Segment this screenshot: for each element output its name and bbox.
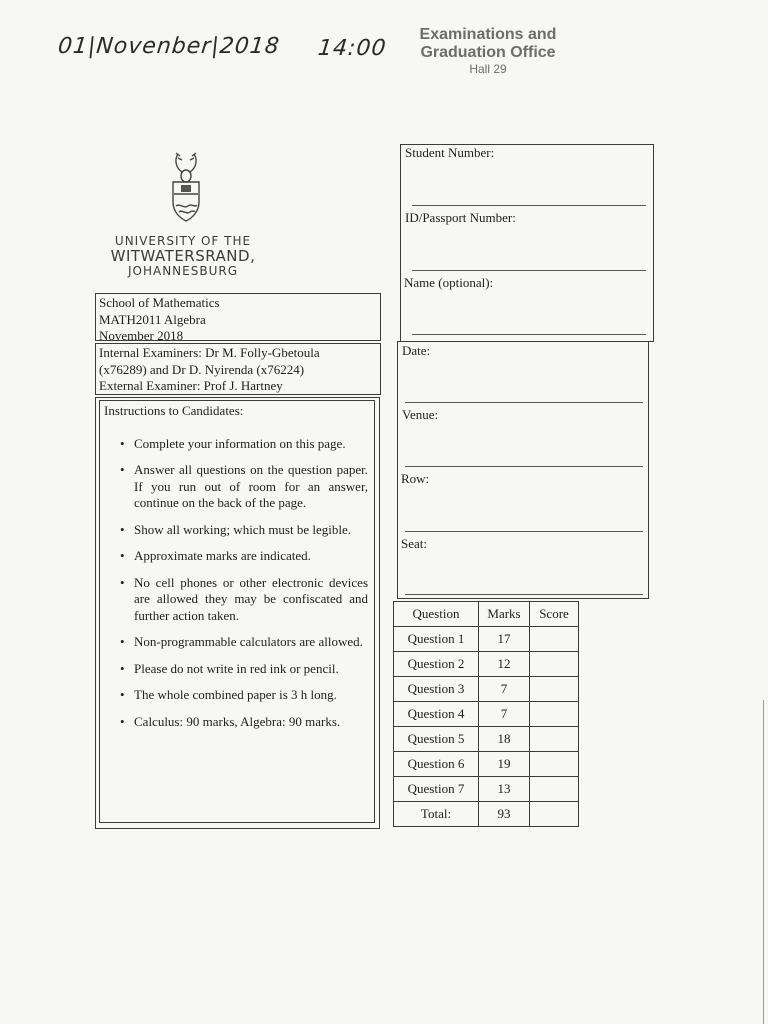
- total-marks: 93: [479, 802, 530, 827]
- instruction-item: • Non-programmable calculators are allowed.: [100, 634, 374, 651]
- handwritten-date: 01|Novenber|2018: [56, 34, 282, 59]
- table-row: [394, 777, 579, 802]
- university-line-2: WITWATERSRAND,: [110, 247, 256, 265]
- instructions-list: [100, 436, 374, 731]
- question-cell: Question 5: [394, 727, 479, 752]
- id-passport-line[interactable]: [412, 270, 646, 271]
- question-cell: Question 1: [394, 627, 479, 652]
- score-cell[interactable]: [530, 752, 579, 777]
- university-crest-icon: [160, 150, 212, 230]
- examiners-line-1: Internal Examiners: Dr M. Folly-Gbetoula: [99, 345, 320, 360]
- stamp-line-2: Graduation Office: [420, 44, 556, 61]
- venue-info-box: [397, 341, 649, 599]
- instructions-heading: Instructions to Candidates:: [104, 403, 244, 418]
- total-score-cell[interactable]: [530, 802, 579, 827]
- venue-label: Venue:: [402, 407, 439, 422]
- score-cell[interactable]: [530, 702, 579, 727]
- row-label: Row:: [401, 471, 430, 486]
- venue-line[interactable]: [405, 466, 643, 467]
- score-cell[interactable]: [530, 727, 579, 752]
- id-passport-label: ID/Passport Number:: [405, 210, 516, 225]
- instructions-box: [99, 400, 375, 823]
- instruction-item: • Answer all questions on the question paper. If you run out of room for an answer, continue on the back of the page.: [100, 462, 374, 512]
- table-row: [394, 702, 579, 727]
- instruction-item: • Please do not write in red ink or pencil.: [100, 661, 374, 678]
- examiners-line-2: (x76289) and Dr D. Nyirenda (x76224): [99, 361, 305, 377]
- score-cell[interactable]: [530, 677, 579, 702]
- instruction-item: • The whole combined paper is 3 h long.: [100, 687, 374, 704]
- marks-cell: 18: [479, 727, 530, 752]
- total-row: [394, 802, 579, 827]
- marks-cell: 17: [479, 627, 530, 652]
- name-line[interactable]: [412, 334, 646, 335]
- instruction-item: • No cell phones or other electronic devices are allowed they may be confiscated and further action taken.: [100, 575, 374, 625]
- date-label: Date:: [402, 343, 431, 358]
- university-line-1: UNIVERSITY OF THE: [114, 234, 252, 248]
- course-info-box: [95, 293, 381, 341]
- examiners-line-3: External Examiner: Prof J. Hartney: [99, 378, 283, 393]
- exam-month: November 2018: [99, 328, 184, 343]
- score-cell[interactable]: [530, 627, 579, 652]
- student-number-label: Student Number:: [405, 145, 495, 160]
- question-cell: Question 4: [394, 702, 479, 727]
- header-marks: Marks: [479, 602, 530, 627]
- examiners-box: [95, 343, 381, 395]
- score-cell[interactable]: [530, 777, 579, 802]
- instruction-item: • Calculus: 90 marks, Algebra: 90 marks.: [100, 714, 374, 731]
- table-row: [394, 752, 579, 777]
- seat-line[interactable]: [405, 594, 643, 595]
- total-label: Total:: [394, 802, 479, 827]
- marks-table: [393, 601, 579, 827]
- header-score: Score: [530, 602, 579, 627]
- score-cell[interactable]: [530, 652, 579, 677]
- marks-cell: 7: [479, 677, 530, 702]
- seat-label: Seat:: [401, 536, 427, 551]
- stamp-line-1: Examinations and: [419, 26, 557, 43]
- marks-table-header: [394, 602, 579, 627]
- university-line-3: JOHANNESBURG: [127, 264, 239, 278]
- marks-cell: 7: [479, 702, 530, 727]
- row-line[interactable]: [405, 531, 643, 532]
- table-row: [394, 727, 579, 752]
- marks-cell: 12: [479, 652, 530, 677]
- school-name: School of Mathematics: [99, 295, 220, 310]
- scan-edge: [763, 700, 764, 1024]
- table-row: [394, 677, 579, 702]
- student-info-box: [400, 144, 654, 342]
- question-cell: Question 3: [394, 677, 479, 702]
- course-code: MATH2011 Algebra: [99, 311, 206, 327]
- handwritten-time: 14:00: [316, 36, 388, 61]
- marks-cell: 13: [479, 777, 530, 802]
- header-question: Question: [394, 602, 479, 627]
- stamp-hall: Hall 29: [469, 62, 507, 76]
- office-stamp: [400, 26, 576, 76]
- marks-cell: 19: [479, 752, 530, 777]
- question-cell: Question 7: [394, 777, 479, 802]
- student-number-line[interactable]: [412, 205, 646, 206]
- date-line[interactable]: [405, 402, 643, 403]
- instruction-item: • Approximate marks are indicated.: [100, 548, 374, 565]
- name-label: Name (optional):: [404, 275, 494, 290]
- question-cell: Question 6: [394, 752, 479, 777]
- table-row: [394, 627, 579, 652]
- table-row: [394, 652, 579, 677]
- question-cell: Question 2: [394, 652, 479, 677]
- instruction-item: • Complete your information on this page.: [100, 436, 374, 453]
- university-name: [108, 234, 258, 278]
- instruction-item: • Show all working; which must be legible.: [100, 522, 374, 539]
